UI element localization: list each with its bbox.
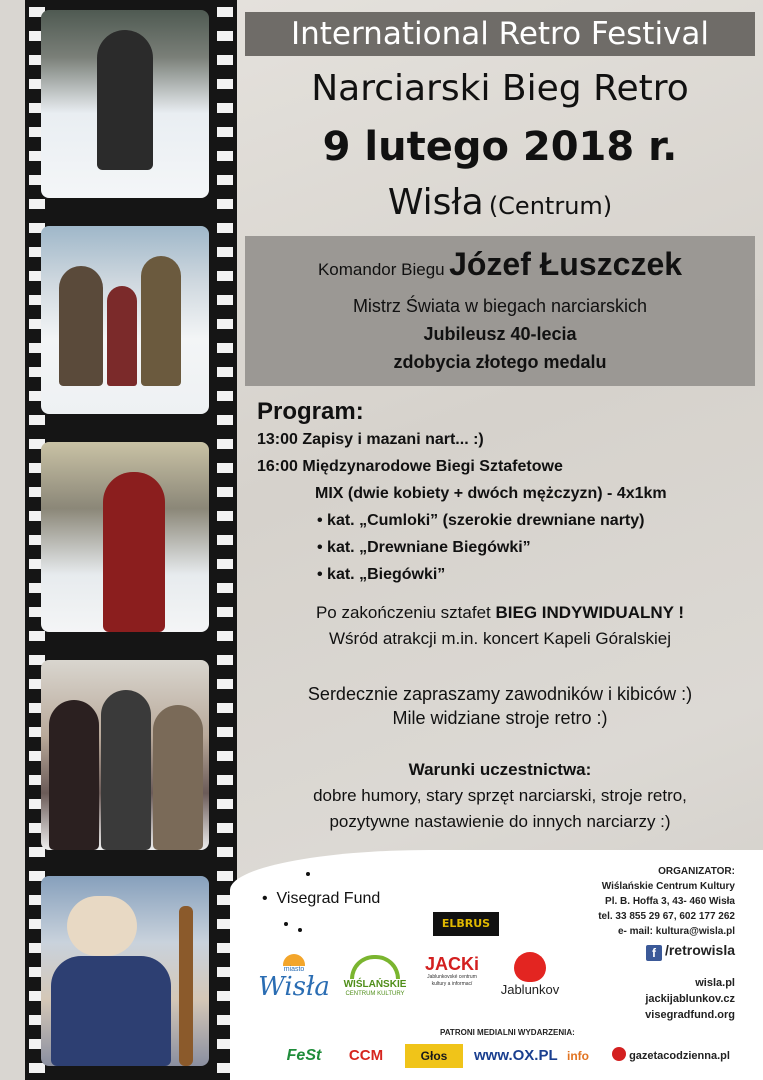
komandor-title: Mistrz Świata w biegach narciarskich	[352, 296, 648, 316]
photo-skier-2	[41, 442, 209, 632]
program-heading: Program:	[257, 398, 364, 425]
wisla-logo	[258, 954, 330, 1001]
organizer-address: Pl. B. Hoffa 3, 43- 460 Wisła	[605, 896, 735, 907]
organizer-label: ORGANIZATOR:	[658, 866, 735, 877]
photo-figure	[141, 256, 181, 386]
elbrus-logo: ELBRUS	[433, 912, 499, 936]
wisla-logo-text: Wisła	[258, 972, 330, 1002]
arc-icon	[350, 955, 400, 979]
event-location	[245, 182, 755, 223]
event-date: 9 lutego 2018 r.	[322, 124, 678, 170]
jacki-logo-subtext: Jablunkovské centrum kultury a informací	[427, 974, 477, 987]
organizer-email[interactable]: e- mail: kultura@wisla.pl	[617, 926, 735, 937]
media-patrons-label: PATRONI MEDIALNI WYDARZENIA:	[440, 1028, 575, 1037]
photo-figure	[107, 286, 137, 386]
jablunkov-logo	[494, 952, 566, 997]
jubilee-line-2: zdobycia złotego medalu	[393, 352, 607, 372]
sun-icon	[283, 954, 305, 966]
komandor-box	[245, 236, 755, 386]
gazeta-logo-text: gazetacodzienna.pl	[629, 1050, 730, 1062]
conditions-line: pozytywne nastawienie do innych narciarzy :)	[329, 812, 671, 831]
komandor-label: Komandor Biegu	[317, 260, 445, 279]
organizer-name: Wiślańskie Centrum Kultury	[601, 881, 735, 892]
festival-banner: International Retro Festival	[245, 12, 755, 56]
photo-figure	[51, 956, 171, 1066]
gazeta-icon	[612, 1047, 626, 1061]
apple-icon	[514, 952, 546, 982]
photo-figure	[67, 896, 137, 956]
city-note: (Centrum)	[488, 192, 613, 220]
category-item: • kat. „Biegówki”	[317, 566, 446, 583]
visegrad-fund-label: Visegrad Fund	[276, 890, 381, 907]
after-relay-line	[245, 603, 755, 623]
photo-figure	[101, 690, 151, 850]
website-links	[645, 975, 735, 1023]
event-title: Narciarski Bieg Retro	[311, 68, 689, 109]
photo-figure	[153, 705, 203, 850]
film-strip	[25, 0, 237, 1080]
photo-figure	[103, 472, 165, 632]
website-link[interactable]: wisla.pl	[695, 977, 735, 989]
website-link[interactable]: jackijablunkov.cz	[645, 993, 735, 1005]
category-item: • kat. „Drewniane Biegówki”	[317, 539, 531, 556]
conditions-line: dobre humory, stary sprzęt narciarski, stroje retro,	[313, 786, 687, 805]
photo-skier-1	[41, 10, 209, 198]
program-item: 16:00 Międzynarodowe Biegi Sztafetowe	[257, 458, 563, 475]
bullet-dot	[298, 928, 302, 932]
jacki-logo-text: JACKi	[424, 954, 479, 974]
attractions-line: Wśród atrakcji m.in. koncert Kapeli Góralskiej	[328, 629, 671, 648]
glos-logo: Głos	[405, 1044, 463, 1068]
bullet-dot	[284, 922, 288, 926]
category-item: • kat. „Cumloki” (szerokie drewniane narty)	[317, 512, 645, 529]
photo-portrait	[41, 876, 209, 1066]
info-logo: info	[567, 1049, 589, 1063]
program-item-detail: MIX (dwie kobiety + dwóch mężczyzn) - 4x1km	[315, 485, 667, 502]
after-relay-text: Po zakończeniu sztafet	[315, 603, 496, 622]
website-link[interactable]: visegradfund.org	[645, 1009, 735, 1021]
ccm-logo: CCM	[348, 1047, 384, 1064]
program-item: 13:00 Zapisy i mazani nart... :)	[257, 431, 484, 448]
photo-skiers-women	[41, 226, 209, 414]
facebook-icon: f	[646, 945, 662, 961]
conditions-heading: Warunki uczestnictwa:	[408, 760, 592, 779]
facebook-handle[interactable]: /retrowisla	[664, 942, 735, 958]
photo-skiers-group	[41, 660, 209, 850]
retro-costumes-line: Mile widziane stroje retro :)	[392, 708, 608, 728]
organizer-phone: tel. 33 855 29 67, 602 177 262	[598, 911, 735, 922]
wcc-logo	[340, 955, 410, 997]
komandor-name: Józef Łuszczek	[449, 246, 683, 282]
ox-logo: www.OX.PL	[474, 1047, 558, 1064]
jubilee-line-1: Jubileusz 40-lecia	[423, 324, 577, 344]
wisla-logo-small: miasto	[283, 966, 305, 973]
invitation-line: Serdecznie zapraszamy zawodników i kibiców :)	[307, 684, 693, 704]
photo-figure	[179, 906, 193, 1066]
individual-race: BIEG INDYWIDUALNY !	[495, 603, 685, 622]
photo-figure	[49, 700, 99, 850]
visegrad-fund: • Visegrad Fund	[262, 890, 381, 907]
city-name: Wisła	[387, 182, 484, 223]
photo-figure	[97, 30, 153, 170]
jacki-logo	[422, 954, 482, 988]
organizer-info	[598, 864, 735, 961]
gazeta-logo	[612, 1044, 730, 1068]
wcc-logo-subtext: CENTRUM KULTURY	[345, 991, 405, 997]
jablunkov-logo-text: Jablunkov	[500, 982, 560, 997]
photo-figure	[59, 266, 103, 386]
fest-logo: FeSt	[286, 1047, 322, 1064]
wcc-logo-text: WIŚLAŃSKIE	[343, 979, 407, 990]
program-section	[257, 398, 752, 588]
komandor-line	[245, 246, 755, 283]
bullet-dot	[306, 872, 310, 876]
facebook-link[interactable]	[598, 939, 735, 961]
